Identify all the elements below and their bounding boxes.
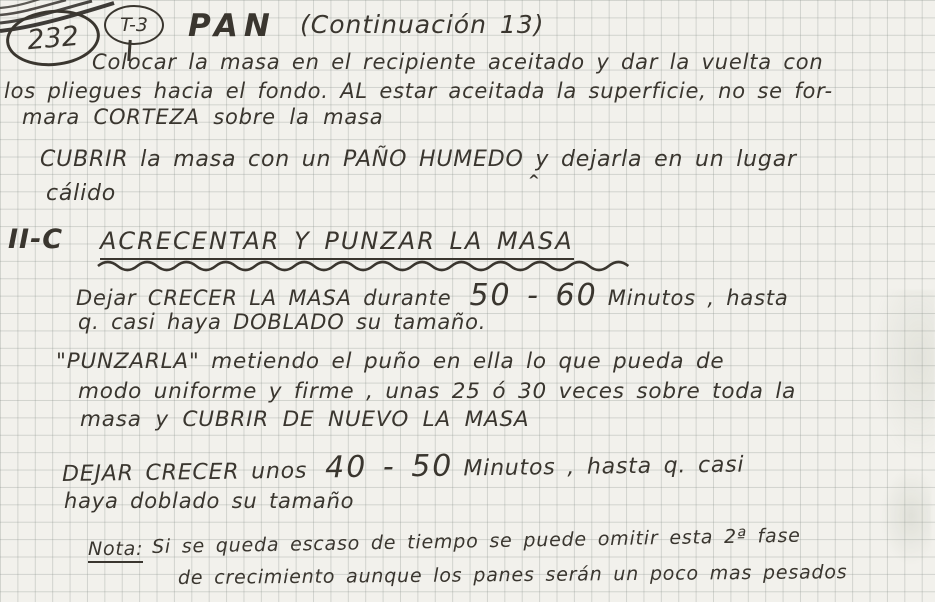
handwritten-line: mara CORTEZA sobre la masa xyxy=(22,105,384,129)
duration-value: 50 - 60 xyxy=(469,278,598,313)
code-badge xyxy=(104,5,164,45)
note-label: Nota: xyxy=(88,538,143,563)
handwritten-line: masa y CUBRIR DE NUEVO LA MASA xyxy=(80,407,530,432)
handwritten-line: CUBRIR la masa con un PAÑO HUMEDO y dejarla en un lugar xyxy=(40,147,797,172)
handwritten-line: de crecimiento aunque los panes serán un poco mas pesados xyxy=(177,561,848,589)
section-number: II-C xyxy=(8,224,64,255)
handwritten-line xyxy=(62,444,745,489)
handwritten-line xyxy=(76,278,789,313)
section-title: ACRECENTAR Y PUNZAR LA MASA xyxy=(100,227,574,260)
handwritten-line: modo uniforme y firme , unas 25 ó 30 veces sobre toda la xyxy=(78,379,797,404)
bleedthrough-smudge xyxy=(881,468,931,564)
handwritten-line: haya doblado su tamaño xyxy=(64,489,355,513)
wavy-underline xyxy=(96,258,648,272)
handwritten-line: Si se queda escaso de tiempo se puede omitir esta 2ª fase xyxy=(151,524,801,558)
handwritten-line: "PUNZARLA" metiendo el puño en ella lo que pueda de xyxy=(56,349,725,374)
line-text: DEJAR CRECER unos xyxy=(61,458,308,487)
page-title: PAN xyxy=(188,8,276,44)
page-number: 232 xyxy=(25,20,81,56)
bleedthrough-smudge xyxy=(871,290,935,460)
line-text: Minutos , hasta xyxy=(607,286,789,310)
line-text: Dejar CRECER LA MASA durante xyxy=(76,286,452,310)
handwritten-line: q. casi haya DOBLADO su tamaño. xyxy=(78,310,487,334)
handwritten-line: Colocar la masa en el recipiente aceitado y dar la vuelta con xyxy=(92,50,824,74)
insertion-caret-mark: ^ xyxy=(528,173,541,189)
handwritten-line: los pliegues hacia el fondo. AL estar aceitada la superficie, no se for- xyxy=(4,79,833,103)
line-text: Minutos , hasta q. casi xyxy=(463,452,745,482)
code-label: T-3 xyxy=(120,14,148,36)
handwritten-line: cálido xyxy=(46,181,117,206)
duration-value: 40 - 50 xyxy=(324,448,454,486)
page-subtitle: (Continuación 13) xyxy=(300,10,545,39)
